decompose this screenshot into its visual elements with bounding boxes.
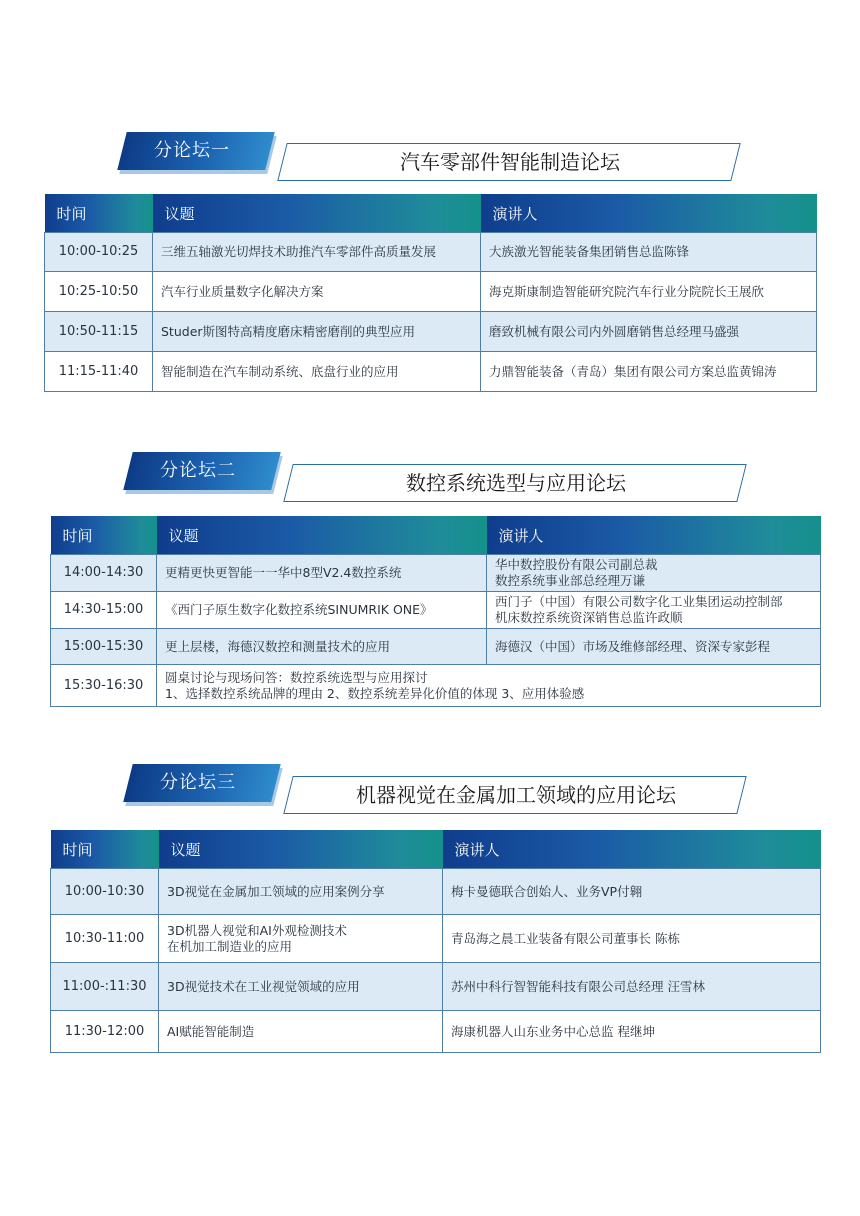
topic-line: 在机加工制造业的应用 — [167, 938, 293, 954]
table-header-row — [45, 194, 817, 233]
session-speaker: 梅卡曼德联合创始人、业务VP付翱 — [443, 869, 821, 915]
header-speaker: 演讲人 — [443, 830, 821, 869]
session-time: 14:30-15:00 — [51, 592, 157, 629]
session-topic: 更上层楼，海德汉数控和测量技术的应用 — [157, 629, 487, 665]
session-time: 14:00-14:30 — [51, 555, 157, 592]
header-topic: 议题 — [159, 830, 443, 869]
session-speaker: 苏州中科行智智能科技有限公司总经理 汪雪林 — [443, 963, 821, 1011]
table-row — [45, 312, 817, 352]
header-time: 时间 — [51, 830, 159, 869]
forum-title: 机器视觉在金属加工领域的应用论坛 — [356, 783, 676, 807]
header-topic: 议题 — [153, 194, 481, 233]
session-time: 10:30-11:00 — [51, 915, 159, 963]
table-row — [51, 963, 821, 1011]
table-header-row — [51, 516, 821, 555]
session-topic: 汽车行业质量数字化解决方案 — [153, 272, 481, 312]
session-speaker: 海克斯康制造智能研究院汽车行业分院院长王展欣 — [481, 272, 817, 312]
session-time: 11:15-11:40 — [45, 352, 153, 392]
forum-title: 汽车零部件智能制造论坛 — [400, 150, 620, 174]
header-time: 时间 — [45, 194, 153, 233]
session-time: 11:30-12:00 — [51, 1011, 159, 1053]
agenda-table — [44, 194, 817, 392]
forum-tag: 分论坛三 — [160, 772, 236, 793]
session-topic: 三维五轴激光切焊技术助推汽车零部件高质量发展 — [153, 233, 481, 272]
table-row — [51, 1011, 821, 1053]
table-row — [45, 272, 817, 312]
session-speaker — [487, 592, 821, 629]
session-topic: 3D视觉技术在工业视觉领域的应用 — [159, 963, 443, 1011]
header-speaker: 演讲人 — [487, 516, 821, 555]
session-speaker: 力鼎智能装备（青岛）集团有限公司方案总监黄锦涛 — [481, 352, 817, 392]
table-row — [51, 915, 821, 963]
session-time: 10:00-10:25 — [45, 233, 153, 272]
session-topic: 《西门子原生数字化数控系统SINUMRIK ONE》 — [157, 592, 487, 629]
session-time: 10:50-11:15 — [45, 312, 153, 352]
session-topic — [157, 665, 821, 707]
session-time: 10:00-10:30 — [51, 869, 159, 915]
header-speaker: 演讲人 — [481, 194, 817, 233]
session-topic: Studer斯图特高精度磨床精密磨削的典型应用 — [153, 312, 481, 352]
session-speaker: 磨致机械有限公司内外圆磨销售总经理马盛强 — [481, 312, 817, 352]
speaker-line: 西门子（中国）有限公司数字化工业集团运动控制部 — [495, 594, 783, 609]
session-time: 11:00-:11:30 — [51, 963, 159, 1011]
table-row — [45, 233, 817, 272]
session-time: 10:25-10:50 — [45, 272, 153, 312]
table-row — [45, 352, 817, 392]
topic-line: 1、选择数控系统品牌的理由 2、数控系统差异化价值的体现 3、应用体验感 — [165, 685, 585, 701]
session-speaker — [487, 555, 821, 592]
forum-title: 数控系统选型与应用论坛 — [406, 471, 626, 495]
topic-line: 圆桌讨论与现场问答：数控系统选型与应用探讨 — [165, 669, 428, 685]
session-topic — [159, 915, 443, 963]
session-topic: 更精更快更智能一一华中8型V2.4数控系统 — [157, 555, 487, 592]
table-header-row — [51, 830, 821, 869]
forum-tag: 分论坛二 — [160, 460, 236, 481]
table-row — [51, 869, 821, 915]
speaker-line: 华中数控股份有限公司副总裁 — [495, 557, 658, 572]
session-speaker: 青岛海之晨工业装备有限公司董事长 陈栋 — [443, 915, 821, 963]
session-topic: 3D视觉在金属加工领域的应用案例分享 — [159, 869, 443, 915]
speaker-line: 数控系统事业部总经理万谦 — [495, 573, 646, 588]
session-time: 15:00-15:30 — [51, 629, 157, 665]
session-time: 15:30-16:30 — [51, 665, 157, 707]
forum-tag: 分论坛一 — [154, 140, 230, 161]
table-row — [51, 592, 821, 629]
topic-line: 3D机器人视觉和AI外观检测技术 — [167, 922, 347, 938]
session-speaker: 海德汉（中国）市场及维修部经理、资深专家彭程 — [487, 629, 821, 665]
agenda-table — [50, 830, 821, 1053]
agenda-table — [50, 516, 821, 707]
speaker-line: 机床数控系统资深销售总监许政顺 — [495, 610, 683, 625]
header-topic: 议题 — [157, 516, 487, 555]
table-row — [51, 629, 821, 665]
session-topic: 智能制造在汽车制动系统、底盘行业的应用 — [153, 352, 481, 392]
header-time: 时间 — [51, 516, 157, 555]
session-speaker: 海康机器人山东业务中心总监 程继坤 — [443, 1011, 821, 1053]
session-speaker: 大族激光智能装备集团销售总监陈锋 — [481, 233, 817, 272]
session-topic: AI赋能智能制造 — [159, 1011, 443, 1053]
table-row — [51, 665, 821, 707]
table-row — [51, 555, 821, 592]
